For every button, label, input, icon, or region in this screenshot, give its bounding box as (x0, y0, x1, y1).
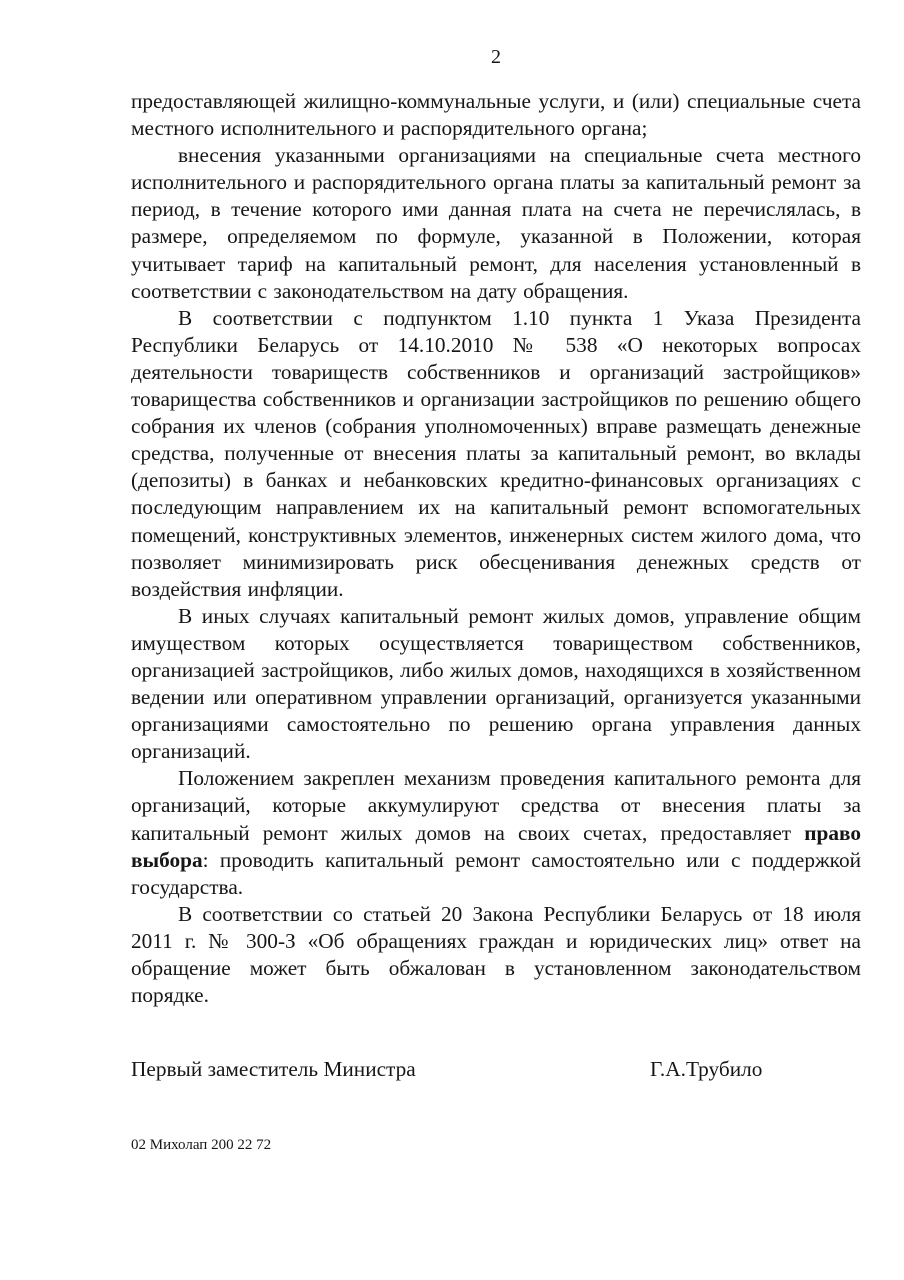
paragraph-mechanism (131, 765, 861, 900)
paragraph-other-cases: В иных случаях капитальный ремонт жилых домов, управление общим имуществом которых осуществляется товариществом собственников, организацией застройщиков, либо жилых домов, находящихся в хозяйственном ведении или оперативном управлении организаций, организуется указанными организациями самостоятельно по решению органа управления данных организаций. (131, 603, 861, 764)
signature-block (131, 1056, 861, 1083)
paragraph-decree-538: В соответствии с подпунктом 1.10 пункта 1 Указа Президента Республики Беларусь от 14.10.2010 № 538 «О некоторых вопросах деятельности товариществ собственников и организаций застройщиков» товарищества собственников и организации застройщиков по решению общего собрания их членов (собрания уполномоченных) вправе размещать денежные средства, полученные от внесения платы за капитальный ремонт, во вклады (депозиты) в банках и небанковских кредитно-финансовых организациях с последующим направлением их на капитальный ремонт вспомогательных помещений, конструктивных элементов, инженерных систем жилого дома, что позволяет минимизировать риск обесценивания денежных средств от воздействия инфляции. (131, 305, 861, 601)
paragraph-text-after-bold: : проводить капитальный ремонт самостоятельно или с поддержкой государства. (131, 847, 861, 899)
document-body (131, 88, 861, 1155)
signature-position-title: Первый заместитель Министра (131, 1057, 416, 1082)
signature-name: Г.А.Трубило (650, 1057, 763, 1082)
paragraph-continuation: предоставляющей жилищно-коммунальные услуги, и (или) специальные счета местного исполнительного и распорядительного органа; (131, 89, 861, 141)
page-number: 2 (491, 46, 501, 68)
executor-note: 02 Михолап 200 22 72 (131, 1137, 272, 1154)
bold-phrase-right-of-choice: право выбора (131, 820, 861, 872)
paragraph-payment-terms: внесения указанными организациями на специальные счета местного исполнительного и распорядительного органа платы за капитальный ремонт за период, в течение которого ими данная плата на счета не перечислялась, в размере, определяемом по формуле, указанной в Положении, которая учитывает тариф на капитальный ремонт, для населения установленный в соответствии с законодательством на дату обращения. (131, 143, 861, 303)
paragraph-text-before-bold: Положением закреплен механизм проведения капитального ремонта для организаций, которые аккумулируют средства от внесения платы за капитальный ремонт жилых домов на своих счетах, предоставляет (131, 766, 861, 845)
paragraph-appeal-law: В соответствии со статьей 20 Закона Республики Беларусь от 18 июля 2011 г. № 300-З «Об обращениях граждан и юридических лиц» ответ на обращение может быть обжалован в установленном законодательством порядке. (131, 901, 861, 1008)
